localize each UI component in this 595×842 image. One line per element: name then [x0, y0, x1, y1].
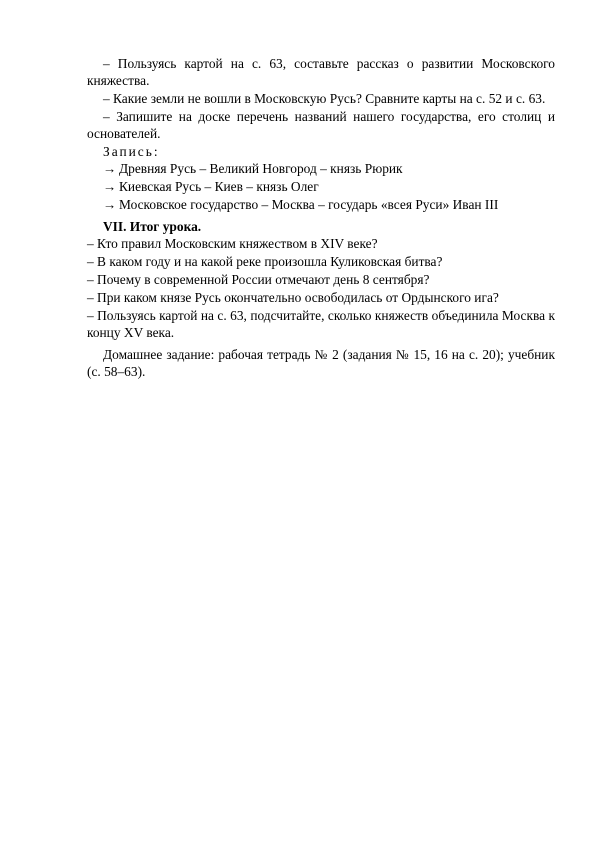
- arrow-icon: →: [103, 179, 117, 194]
- homework-text: рабочая тетрадь № 2 (задания № 15, 16 на с. 20); учебник (с. 58–63).: [87, 347, 555, 379]
- arrow-icon: →: [103, 161, 117, 176]
- record-line: [87, 160, 555, 177]
- homework-paragraph: [87, 346, 555, 380]
- arrow-icon: →: [103, 197, 117, 212]
- summary-question: – В каком году и на какой реке произошла Куликовская битва?: [87, 254, 443, 269]
- question-paragraph: – Пользуясь картой на с. 63, составьте рассказ о развитии Московского княжества.: [87, 56, 555, 88]
- question-paragraph: – Запишите на доске перечень названий нашего государства, его столиц и основателей.: [87, 109, 555, 141]
- summary-question: – Кто правил Московским княжеством в XIV веке?: [87, 236, 378, 251]
- question-paragraph: – Какие земли не вошли в Московскую Русь? Сравните карты на с. 52 и с. 63.: [103, 91, 546, 106]
- record-line-text: Киевская Русь – Киев – князь Олег: [119, 179, 319, 194]
- summary-question: – Почему в современной России отмечают день 8 сентября?: [87, 272, 430, 287]
- section-heading: VII. Итог урока.: [103, 219, 202, 234]
- summary-question: – Пользуясь картой на с. 63, подсчитайте, сколько княжеств объединила Москва к концу XV века.: [87, 308, 555, 340]
- record-line-text: Древняя Русь – Великий Новгород – князь Рюрик: [119, 161, 403, 176]
- record-line-text: Московское государство – Москва – государь «всея Руси» Иван III: [119, 197, 499, 212]
- document-body: [87, 55, 555, 380]
- homework-label: Домашнее задание:: [103, 347, 215, 362]
- record-line: [87, 196, 555, 213]
- record-heading: Запись:: [103, 144, 160, 159]
- record-line: [87, 178, 555, 195]
- summary-question: – При каком князе Русь окончательно освободилась от Ордынского ига?: [87, 290, 499, 305]
